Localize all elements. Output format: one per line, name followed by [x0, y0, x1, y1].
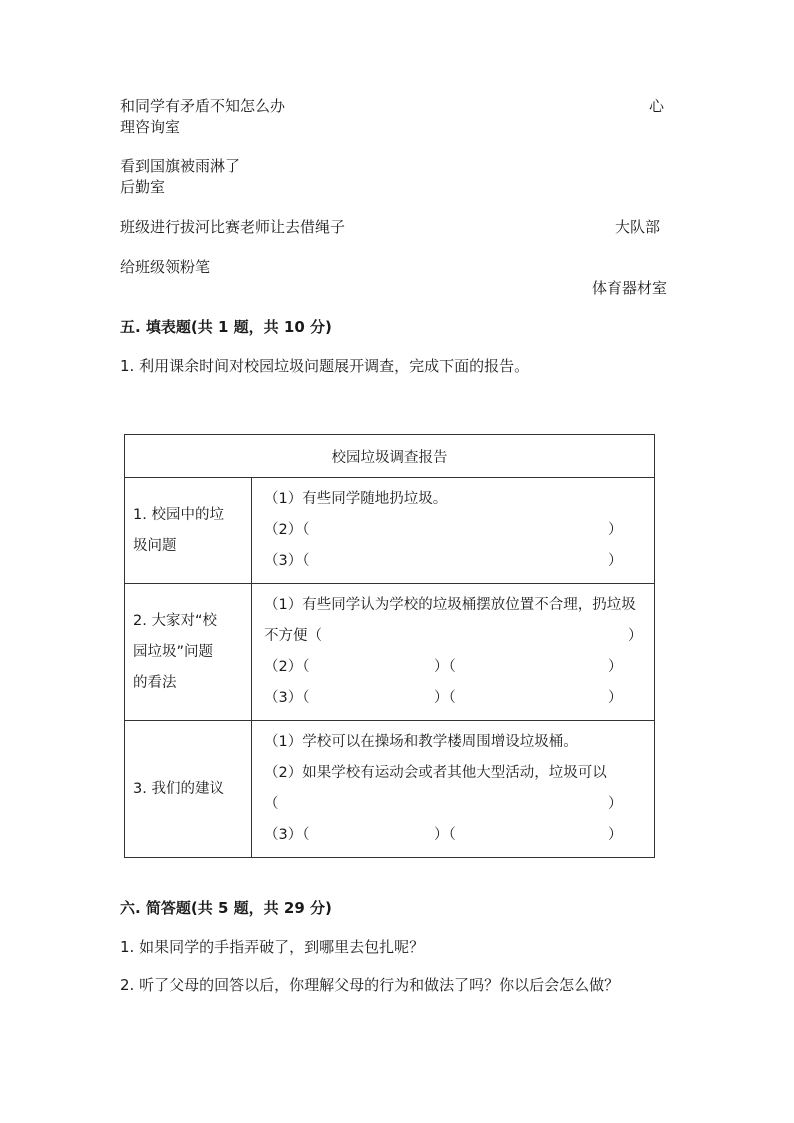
match-left-1: 和同学有矛盾不知怎么办: [120, 97, 286, 115]
row1-line2-text: （2）（: [264, 522, 310, 538]
table-caption: 校园垃圾调查报告: [125, 435, 655, 478]
row2-line4: [264, 683, 646, 714]
row3-line4-text: （3）（: [264, 827, 310, 843]
row3-line3-text: （: [264, 796, 279, 812]
row2-label-line1: 2. 大家对“校: [133, 612, 217, 629]
row3-line1: （1）学校可以在操场和教学楼周围增设垃圾桶。: [264, 734, 578, 750]
row1-line3-close-paren: ）: [608, 553, 623, 569]
row3-label-line1: 3. 我们的建议: [133, 780, 224, 797]
row3-label: [125, 721, 252, 858]
row2-label: [125, 584, 252, 721]
match-left-4: 后勤室: [120, 178, 166, 196]
row3-line4: [264, 820, 646, 851]
row3-line4-mid-paren: ）（: [434, 827, 456, 843]
match-left-6: 给班级领粉笔: [120, 258, 211, 276]
row1-line1: （1）有些同学随地扔垃圾。: [264, 491, 448, 507]
row2-answers: [252, 584, 655, 721]
section5-question-1: 1. 利用课余时间对校园垃圾问题展开调查，完成下面的报告。: [120, 357, 530, 375]
report-table: [124, 434, 655, 858]
match-left-3: 看到国旗被雨淋了: [120, 157, 241, 175]
row2-label-line3: 的看法: [133, 674, 177, 691]
row2-line2: [264, 621, 646, 652]
row2-line3: [264, 652, 646, 683]
row1-line2: [264, 515, 646, 546]
match-right-7: 体育器材室: [592, 279, 668, 297]
match-right-5: 大队部: [615, 218, 661, 236]
row1-line2-close-paren: ）: [608, 522, 623, 538]
row2-line4-close-paren: ）: [608, 690, 623, 706]
row1-line3: [264, 546, 646, 577]
row3-line3-close-paren: ）: [608, 796, 623, 812]
section6-question-1: 1. 如果同学的手指弄破了，到哪里去包扎呢？: [120, 938, 425, 956]
row2-line4-mid-paren: ）（: [434, 690, 456, 706]
row3-line4-close-paren: ）: [608, 827, 623, 843]
match-right-1: 心: [649, 97, 665, 115]
row1-label: [125, 478, 252, 584]
row2-line1: （1）有些同学认为学校的垃圾桶摆放位置不合理，扔垃圾: [264, 597, 636, 613]
row3-line3: [264, 789, 646, 820]
row2-line3-close-paren: ）: [608, 659, 623, 675]
match-left-2: 理咨询室: [120, 118, 181, 136]
section5-heading: 五. 填表题(共 1 题，共 10 分): [120, 318, 332, 336]
section6-question-2: 2. 听了父母的回答以后，你理解父母的行为和做法了吗？你以后会怎么做？: [120, 976, 620, 994]
section6-heading: 六. 简答题(共 5 题，共 29 分): [120, 899, 332, 917]
row2-line4-text: （3）（: [264, 690, 310, 706]
row1-label-line2: 圾问题: [133, 537, 177, 554]
row1-line3-text: （3）（: [264, 553, 310, 569]
row1-answers: [252, 478, 655, 584]
row2-line3-mid-paren: ）（: [434, 659, 456, 675]
row1-label-line1: 1. 校园中的垃: [133, 506, 224, 523]
match-left-5: 班级进行拔河比赛老师让去借绳子: [120, 218, 346, 236]
row3-answers: [252, 721, 655, 858]
row2-label-line2: 园垃圾”问题: [133, 643, 214, 660]
row2-line2-close-paren: ）: [628, 628, 643, 644]
row2-line2-text: 不方便（: [264, 628, 322, 644]
row2-line3-text: （2）（: [264, 659, 310, 675]
row3-line2: （2）如果学校有运动会或者其他大型活动，垃圾可以: [264, 765, 607, 781]
